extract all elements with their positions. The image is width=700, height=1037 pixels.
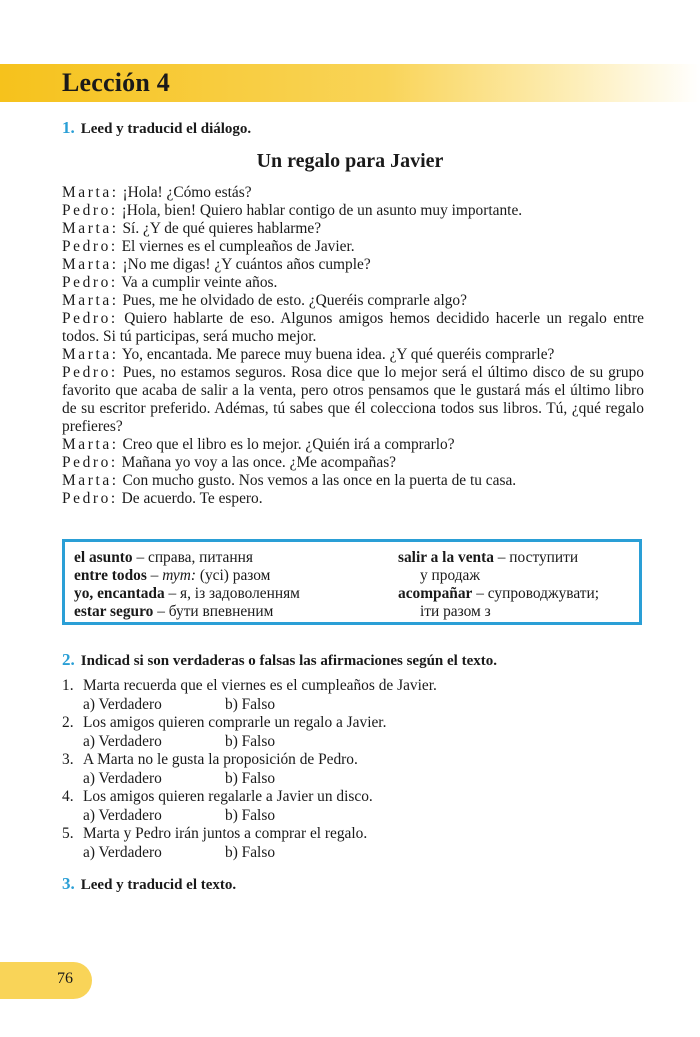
vocab-term: estar seguro — [74, 603, 154, 620]
line-text: Pues, no estamos seguros. Rosa dice que lo mejor será el último disco de su grupo favorito que acaba de salir a la venta, pero otros pensamos que le gustará más el último libro de su escritor preferido. Adémas, tú sabes que él colecciona todos sus libros. Tú, ¿qué regalo prefieres? — [62, 364, 644, 435]
vocab-separator: – — [153, 603, 169, 620]
task-1-instruction — [62, 118, 251, 138]
dialog-line — [62, 238, 644, 256]
vocab-entry — [74, 567, 300, 585]
speaker: Pedro: — [62, 364, 118, 381]
speaker: Pedro: — [62, 274, 118, 291]
option-true: a) Verdadero — [83, 695, 162, 713]
speaker: Pedro: — [62, 454, 118, 471]
line-text: Pues, me he olvidado de esto. ¿Queréis comprarle algo? — [122, 292, 467, 309]
vocab-separator: – — [132, 549, 148, 566]
option-false: b) Falso — [225, 806, 276, 824]
line-text: Creo que el libro es lo mejor. ¿Quién irá a comprarlo? — [122, 436, 455, 453]
speaker: Marta: — [62, 292, 119, 309]
speaker: Marta: — [62, 346, 119, 363]
vocab-term: salir a la venta — [398, 549, 494, 566]
vocab-entry — [398, 549, 599, 567]
statement-options — [62, 807, 644, 826]
dialog-line — [62, 202, 644, 220]
vocab-term: entre todos — [74, 567, 147, 584]
vocab-entry — [74, 603, 300, 621]
task-text: Leed y traducid el texto. — [80, 877, 237, 893]
line-text: Yo, encantada. Me parece muy buena idea. ¿Y qué queréis comprarle? — [121, 346, 555, 363]
dialog-line — [62, 310, 644, 346]
task-number: 1. — [62, 118, 75, 137]
statement-number: 5. — [62, 825, 74, 842]
statement-options — [62, 696, 644, 715]
vocab-note: тут: — [162, 567, 197, 584]
task-number: 2. — [62, 650, 75, 669]
speaker: Marta: — [62, 472, 119, 489]
line-text: Mañana yo voy a las once. ¿Me acompañas? — [121, 454, 397, 471]
speaker: Pedro: — [62, 202, 118, 219]
task-number: 3. — [62, 874, 75, 893]
vocab-translation: (усі) разом — [196, 567, 271, 584]
dialog-line — [62, 346, 644, 364]
dialog-line — [62, 364, 644, 436]
true-false-exercise — [62, 677, 644, 862]
dialog-line — [62, 472, 644, 490]
speaker: Marta: — [62, 436, 119, 453]
option-true: a) Verdadero — [83, 806, 162, 824]
vocab-entry — [398, 585, 599, 603]
dialog — [62, 184, 644, 508]
dialog-title: Un regalo para Javier — [256, 150, 444, 172]
line-text: Sí. ¿Y de qué quieres hablarme? — [122, 220, 322, 237]
line-text: ¡Hola! ¿Cómo estás? — [122, 184, 252, 201]
task-text: Indicad si son verdaderas o falsas las afirmaciones según el texto. — [80, 653, 497, 669]
option-false: b) Falso — [225, 732, 276, 750]
dialog-line — [62, 184, 644, 202]
vocab-translation: справа, питання — [147, 549, 253, 566]
statement-options — [62, 770, 644, 789]
speaker: Marta: — [62, 184, 119, 201]
line-text: El viernes es el cumpleaños de Javier. — [121, 238, 355, 255]
page-number: 76 — [57, 970, 73, 987]
vocab-translation: я, із задоволенням — [180, 585, 300, 602]
statement-options — [62, 844, 644, 863]
vocab-entry — [74, 549, 300, 567]
vocab-separator: – — [146, 567, 163, 584]
statement — [62, 714, 644, 733]
statement — [62, 825, 644, 844]
task-2-instruction — [62, 650, 497, 670]
option-true: a) Verdadero — [83, 843, 162, 861]
speaker: Marta: — [62, 220, 119, 237]
vocab-term: acompañar — [398, 585, 473, 602]
vocabulary-left-column — [74, 549, 300, 621]
speaker: Pedro: — [62, 490, 118, 507]
vocab-continuation: іти разом з — [420, 603, 491, 620]
page-number-tab — [0, 962, 92, 999]
dialog-line — [62, 220, 644, 238]
vocab-translation: супроводжувати; — [487, 585, 600, 602]
statement — [62, 751, 644, 770]
statement-text: A Marta no le gusta la proposición de Pedro. — [83, 751, 358, 768]
option-false: b) Falso — [225, 843, 276, 861]
option-true: a) Verdadero — [83, 732, 162, 750]
dialog-line — [62, 274, 644, 292]
dialog-line — [62, 490, 644, 508]
dialog-line — [62, 454, 644, 472]
statement-number: 4. — [62, 788, 74, 805]
vocab-continuation: у продаж — [420, 567, 481, 584]
vocab-translation: поступити — [509, 549, 579, 566]
statement — [62, 677, 644, 696]
speaker: Marta: — [62, 256, 119, 273]
statement-number: 2. — [62, 714, 74, 731]
option-false: b) Falso — [225, 769, 276, 787]
statement-text: Marta y Pedro irán juntos a comprar el regalo. — [83, 825, 368, 842]
line-text: ¡Hola, bien! Quiero hablar contigo de un asunto muy importante. — [121, 202, 523, 219]
vocab-separator: – — [164, 585, 181, 602]
vocabulary-right-column — [398, 549, 599, 621]
line-text: Con mucho gusto. Nos vemos a las once en la puerta de tu casa. — [122, 472, 517, 489]
line-text: Va a cumplir veinte años. — [121, 274, 278, 291]
vocab-term: yo, encantada — [74, 585, 165, 602]
line-text: ¡No me digas! ¿Y cuántos años cumple? — [122, 256, 371, 273]
vocab-separator: – — [493, 549, 510, 566]
dialog-line — [62, 256, 644, 274]
dialog-line — [62, 292, 644, 310]
vocabulary-box — [62, 539, 642, 625]
vocab-translation: бути впевненим — [168, 603, 274, 620]
vocab-entry — [74, 585, 300, 603]
statement-text: Los amigos quieren comprarle un regalo a Javier. — [83, 714, 387, 731]
statement-text: Marta recuerda que el viernes es el cumpleaños de Javier. — [83, 677, 437, 694]
task-3-instruction — [62, 874, 236, 894]
line-text: Quiero hablarte de eso. Algunos amigos hemos decidido hacerle un regalo entre todos. Si tú participas, será mucho mejor. — [62, 310, 644, 345]
statement-text: Los amigos quieren regalarle a Javier un disco. — [83, 788, 373, 805]
vocab-separator: – — [472, 585, 488, 602]
statement-number: 3. — [62, 751, 74, 768]
task-text: Leed y traducid el diálogo. — [80, 121, 252, 137]
lesson-title: Lección 4 — [62, 68, 170, 97]
speaker: Pedro: — [62, 238, 118, 255]
line-text: De acuerdo. Te espero. — [121, 490, 263, 507]
option-false: b) Falso — [225, 695, 276, 713]
option-true: a) Verdadero — [83, 769, 162, 787]
statement — [62, 788, 644, 807]
statement-options — [62, 733, 644, 752]
statement-number: 1. — [62, 677, 74, 694]
dialog-line — [62, 436, 644, 454]
vocab-term: el asunto — [74, 549, 133, 566]
speaker: Pedro: — [62, 310, 118, 327]
